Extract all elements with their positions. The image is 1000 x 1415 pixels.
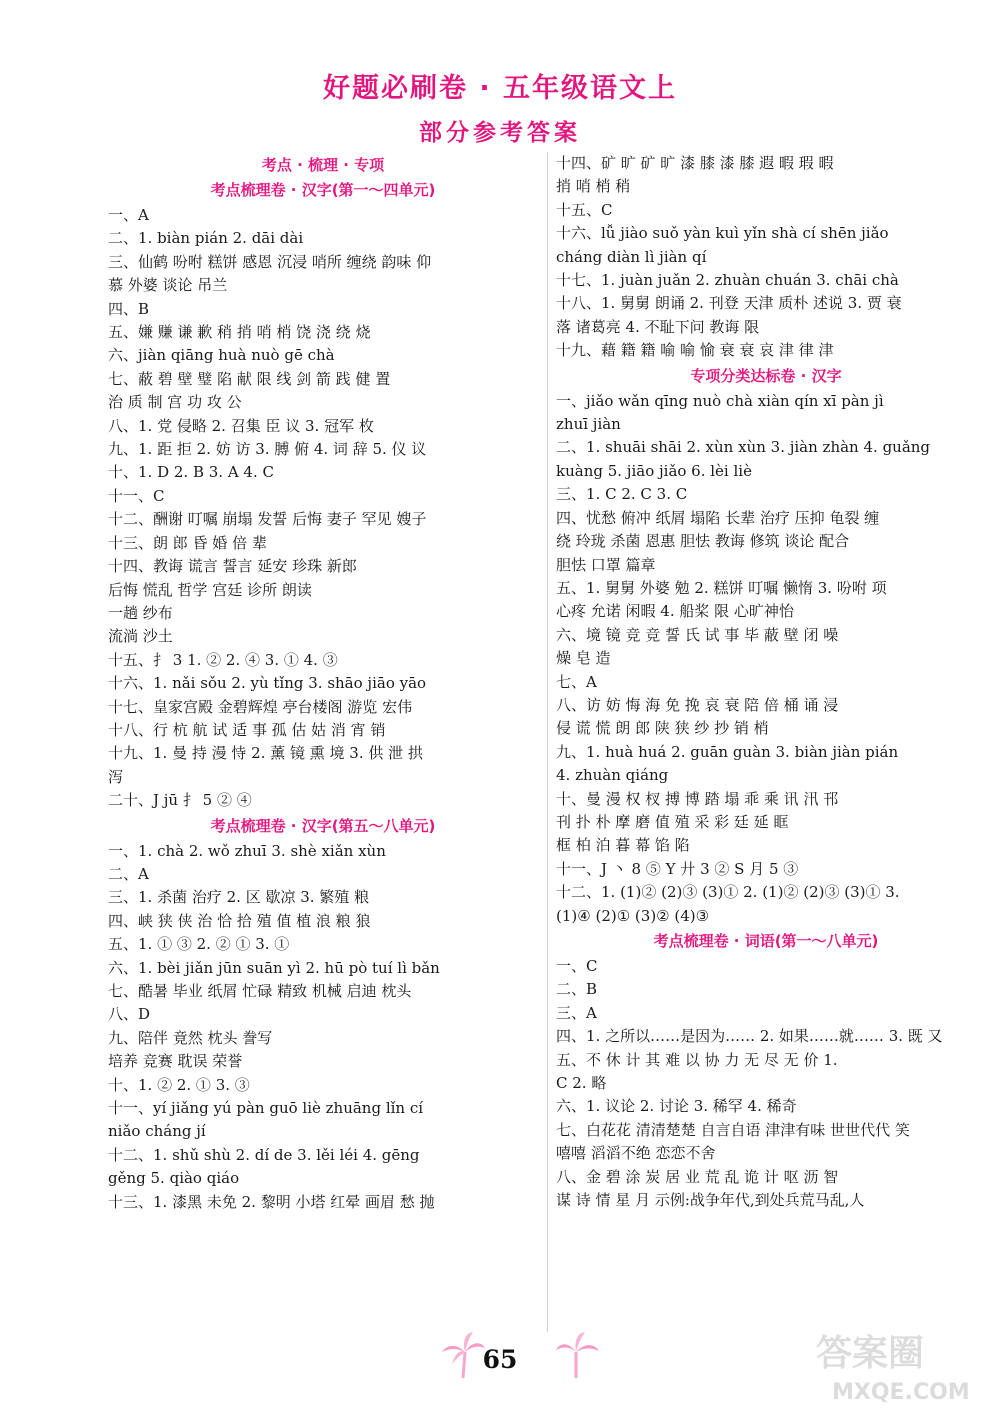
section-heading: 考点梳理卷 · 汉字(第五～八单元) [210, 816, 436, 835]
answer-line: 五、1. 舅舅 外婆 勉 2. 糕饼 叮嘱 懒惰 3. 吩咐 项 [556, 578, 887, 597]
answer-line: 二、B [556, 980, 598, 999]
answer-line: 九、陪伴 竟然 枕头 誊写 [108, 1028, 273, 1047]
answer-line: 十二、1. shǔ shù 2. dí de 3. lěi léi 4. gēng [108, 1145, 420, 1164]
page-title: 好题必刷卷 · 五年级语文上 [322, 73, 678, 104]
answer-line: C 2. 略 [556, 1074, 607, 1093]
answer-line: zhuī jiàn [556, 415, 621, 434]
answer-line: 二十、J jū 扌 5 ② ④ [108, 791, 252, 810]
answer-line: 捎 哨 梢 稍 [556, 177, 631, 196]
answer-line: 十三、朗 郎 昏 婚 倍 辈 [108, 533, 267, 552]
answer-line: 十七、皇家宫殿 金碧辉煌 亭台楼阁 游览 宏伟 [108, 697, 413, 716]
answer-line: 四、1. 之所以……是因为…… 2. 如果……就…… 3. 既 又 [556, 1027, 943, 1046]
answer-line: 嘻嘻 滔滔不绝 恋恋不舍 [556, 1144, 716, 1163]
answer-line: 一、jiǎo wǎn qīng nuò chà xiàn qín xī pàn jì [556, 391, 884, 410]
answer-line: 十六、1. nǎi sǒu 2. yù tǐng 3. shāo jiāo yāo [108, 674, 427, 693]
section-heading: 考点梳理卷 · 汉字(第一～四单元) [210, 181, 436, 199]
section-heading: 专项分类达标卷 · 汉字 [690, 366, 842, 385]
answer-line: 侵 谎 慌 朗 郎 陕 狭 纱 抄 销 梢 [556, 719, 769, 738]
palm-tree-icon [555, 1330, 601, 1380]
answer-line: 一、1. chà 2. wǒ zhuī 3. shè xiǎn xùn [108, 841, 386, 860]
answer-line: 七、酷暑 毕业 纸屑 忙碌 精致 机械 启迪 枕头 [108, 982, 412, 1000]
page-number: 65 [482, 1345, 518, 1374]
answer-line: 十、曼 漫 权 杈 搏 博 踏 塌 乖 乘 讯 汛 邗 [556, 789, 839, 808]
answer-line: 十五、扌 3 1. ② 2. ④ 3. ① 4. ③ [108, 650, 338, 669]
page-subtitle: 部分参考答案 [419, 119, 581, 146]
answer-line: kuàng 5. jiāo jiǎo 6. lèi liè [556, 461, 752, 480]
answer-line: 六、jiàn qiāng huà nuò gē chà [108, 346, 335, 365]
answer-line: gěng 5. qiào qiáo [108, 1169, 240, 1188]
answer-line: 八、金 碧 涂 炭 居 业 荒 乱 诡 计 呕 沥 智 [556, 1167, 839, 1186]
answer-line: 十四、教诲 谎言 誓言 延安 珍珠 新郎 [108, 557, 357, 576]
answer-line: 十九、1. 曼 持 漫 恃 2. 薰 镜 熏 境 3. 供 泄 拱 [108, 744, 423, 763]
answer-line: 六、1. 议论 2. 讨论 3. 稀罕 4. 稀奇 [556, 1097, 797, 1116]
answer-line: 五、不 休 计 其 难 以 协 力 无 尽 无 价 1. [556, 1050, 838, 1069]
answer-line: 四、忧愁 俯冲 纸屑 塌陷 长辈 治疗 压抑 龟裂 缠 [556, 508, 880, 527]
answer-line: 4. zhuàn qiáng [556, 766, 669, 785]
answer-line: (1)④ (2)① (3)② (4)③ [556, 906, 710, 925]
answer-line: 一、C [556, 957, 598, 975]
answer-line: 后悔 慌乱 哲学 宫廷 诊所 朗读 [108, 580, 312, 599]
svg-text:答案圈: 答案圈 [816, 1333, 925, 1374]
answer-line: 五、嫌 赚 谦 歉 稍 捎 哨 梢 饶 浇 绕 烧 [108, 323, 371, 342]
answer-line: 三、A [556, 1003, 597, 1022]
answer-line: 七、蔽 碧 壁 璧 陷 献 限 线 剑 箭 践 健 置 [108, 369, 391, 388]
answer-line: 十八、行 杭 航 试 适 事 孤 估 姑 消 宵 销 [108, 720, 386, 739]
answer-line: 七、白花花 清清楚楚 自言自语 津津有味 世世代代 笑 [556, 1120, 910, 1139]
answer-line: 九、1. 距 拒 2. 妨 访 3. 膊 俯 4. 词 辞 5. 仪 议 [108, 440, 427, 459]
answer-line: 谋 诗 情 星 月 示例:战争年代,到处兵荒马乱,人 [556, 1191, 865, 1210]
answer-line: 九、1. huà huá 2. guān guàn 3. biàn jiàn pián [556, 742, 899, 761]
answer-line: 七、A [556, 672, 597, 691]
answer-line: 二、1. shuāi shāi 2. xùn xùn 3. jiàn zhàn 4. guǎng [556, 438, 931, 457]
answer-line: 十一、yí jiǎng yú pàn guō liè zhuāng lǐn cí [108, 1099, 424, 1118]
answer-line: 十四、矿 旷 矿 旷 漆 膝 漆 膝 遐 暇 瑕 暇 [556, 154, 834, 172]
answer-line: 十三、1. 漆黑 未免 2. 黎明 小塔 红晕 画眉 愁 抛 [108, 1192, 435, 1211]
answer-line: 十六、lǚ jiào suǒ yàn kuì yǐn shà cí shēn jiǎo [556, 224, 889, 243]
answer-line: 十、1. ② 2. ① 3. ③ [108, 1075, 250, 1094]
answer-line: 十八、1. 舅舅 朗诵 2. 刊登 天津 质朴 述说 3. 贾 衰 [556, 294, 902, 313]
answer-line: 燥 皂 造 [556, 649, 611, 668]
answer-line: 十九、藉 籍 籍 喻 喻 愉 衰 衰 哀 津 律 津 [556, 341, 834, 360]
answer-line: 治 质 制 宫 功 攻 公 [108, 393, 242, 412]
answer-line: 四、峡 狭 侠 治 恰 拾 殖 值 植 浪 粮 狼 [108, 911, 371, 930]
svg-text:MXQE.COM: MXQE.COM [832, 1380, 970, 1405]
answer-line: cháng diàn lì jiàn qí [556, 247, 707, 266]
answer-line: 十二、1. (1)② (2)③ (3)① 2. (1)② (2)③ (3)① 3. [556, 883, 900, 902]
answer-line: 绕 玲珑 杀菌 恩惠 胆怯 教诲 修筑 谈论 配合 [556, 532, 850, 551]
answer-line: 刊 扑 朴 摩 磨 值 殖 采 彩 廷 延 眶 [556, 812, 789, 831]
answer-line: niǎo cháng jí [108, 1122, 206, 1141]
watermark-logo [810, 1325, 980, 1407]
answer-line: 五、1. ① ③ 2. ② ① 3. ① [108, 935, 290, 954]
answer-line: 八、访 妨 悔 海 免 挽 哀 衰 陪 倍 桶 诵 浸 [556, 695, 839, 714]
answer-line: 十二、酬谢 叮嘱 崩塌 发誓 后悔 妻子 罕见 嫂子 [108, 510, 427, 529]
answer-line: 十一、J 丶 8 ⑤ Y 廾 3 ② S 月 5 ③ [556, 859, 799, 878]
answer-line: 培养 竞赛 耽误 荣誉 [108, 1052, 243, 1071]
answer-line: 三、1. C 2. C 3. C [556, 485, 688, 504]
answer-line: 八、1. 党 侵略 2. 召集 臣 议 3. 冠军 枚 [108, 416, 374, 435]
answer-line: 六、1. bèi jiǎn jūn suān yì 2. hū pò tuí lì bǎn [108, 958, 440, 977]
answer-line: 框 柏 泊 暮 幕 馅 陷 [556, 836, 690, 855]
answer-line: 四、B [108, 299, 150, 318]
answer-line: 慕 外婆 谈论 吊兰 [108, 276, 228, 295]
column-divider [547, 152, 548, 1332]
answer-line: 胆怯 口罩 篇章 [556, 555, 656, 574]
answer-line: 十一、C [108, 486, 165, 505]
answer-line: 二、A [108, 864, 149, 883]
section-heading: 考点 · 梳理 · 专项 [261, 156, 385, 174]
right-column [556, 152, 976, 1212]
answer-line: 流淌 沙土 [108, 627, 173, 646]
answer-line: 一趟 纱布 [108, 603, 173, 622]
answer-line: 六、境 镜 竞 竞 誓 氏 试 事 毕 蔽 壁 闭 噪 [556, 625, 839, 644]
answer-line: 八、D [108, 1005, 151, 1024]
answer-line: 十五、C [556, 200, 613, 219]
left-column [108, 152, 538, 1214]
answer-line: 十七、1. juàn juǎn 2. zhuàn chuán 3. chāi chà [556, 271, 899, 290]
answer-line: 十、1. D 2. B 3. A 4. C [108, 463, 274, 482]
answer-line: 三、仙鹤 吩咐 糕饼 感恩 沉浸 哨所 缠绕 韵味 仰 [108, 252, 432, 271]
answer-line: 落 诸葛亮 4. 不耻下问 教诲 限 [556, 317, 760, 336]
answer-line: 二、1. biàn pián 2. dāi dài [108, 229, 304, 248]
answer-line: 三、1. 杀菌 治疗 2. 区 歇凉 3. 繁殖 粮 [108, 888, 370, 907]
section-heading: 考点梳理卷 · 词语(第一～八单元) [653, 932, 879, 950]
answer-line: 一、A [108, 206, 149, 224]
answer-line: 泻 [108, 767, 124, 786]
answer-line: 心疼 允诺 闲暇 4. 船桨 限 心旷神怡 [556, 602, 794, 621]
